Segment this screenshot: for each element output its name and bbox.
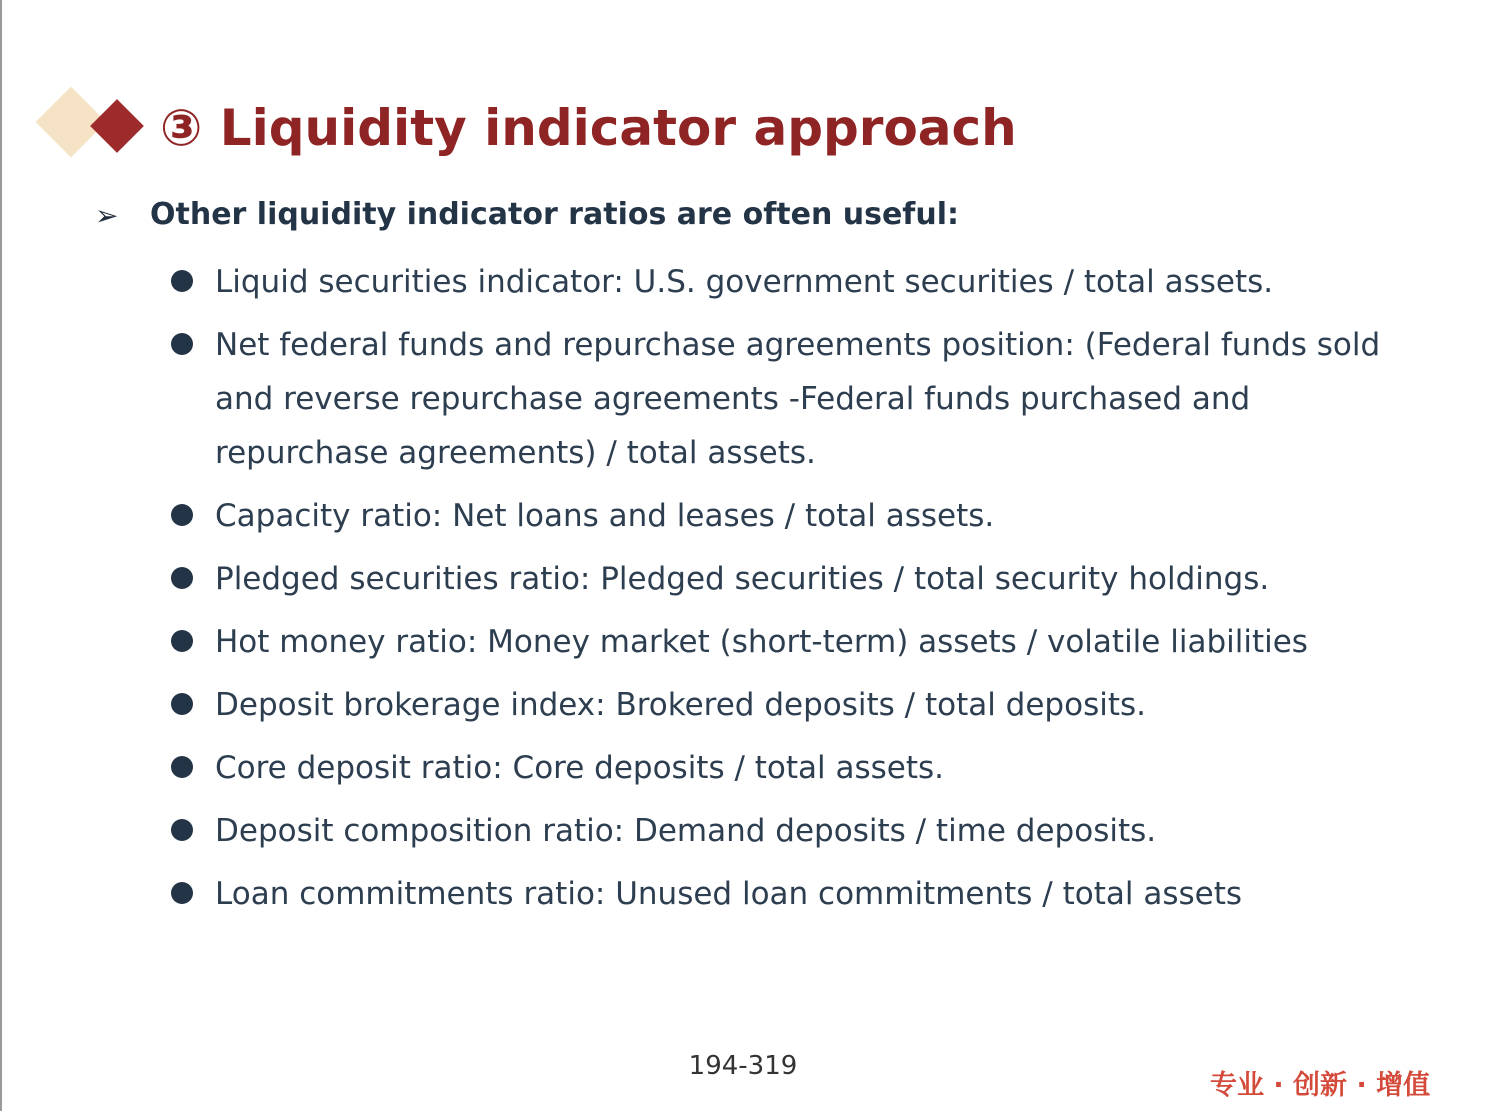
list-item-text: Deposit composition ratio: Demand deposits / time deposits. (215, 813, 1157, 849)
bullet-dot-icon (171, 882, 193, 904)
list-item (170, 741, 1410, 795)
list-item-text: Liquid securities indicator: U.S. government securities / total assets. (215, 264, 1274, 300)
bullet-dot-icon (171, 819, 193, 841)
bullet-dot-icon (171, 333, 193, 355)
list-item (170, 615, 1410, 669)
bullet-dot-icon (171, 567, 193, 589)
list-item-text: Loan commitments ratio: Unused loan commitments / total assets (215, 876, 1242, 912)
list-item (170, 867, 1410, 921)
bullet-dot-icon (171, 693, 193, 715)
bullet-dot-icon (171, 630, 193, 652)
page-number: 194-319 (688, 1051, 798, 1081)
list-item-text: Capacity ratio: Net loans and leases / total assets. (215, 498, 995, 534)
list-item (170, 489, 1410, 543)
lead-text: Other liquidity indicator ratios are often useful: (150, 197, 959, 232)
list-item (170, 255, 1410, 309)
lead-line (95, 192, 1395, 240)
list-item-text: Core deposit ratio: Core deposits / total assets. (215, 750, 945, 786)
list-item-text: Hot money ratio: Money market (short-term) assets / volatile liabilities (215, 624, 1308, 660)
list-item-text: Deposit brokerage index: Brokered deposits / total deposits. (215, 687, 1146, 723)
list-item (170, 678, 1410, 732)
diamond-dark-icon (90, 99, 144, 153)
ratio-list (170, 255, 1410, 930)
title-row (40, 88, 1440, 168)
list-item-text: Net federal funds and repurchase agreements position: (Federal funds sold and reverse repurchase agreements -Federal funds purchased and repurchase agreements) / total assets. (215, 327, 1381, 471)
list-item (170, 318, 1410, 480)
slogan-text: 专业 · 创新 · 增值 (1210, 1070, 1431, 1101)
bullet-dot-icon (171, 270, 193, 292)
list-item (170, 552, 1410, 606)
bullet-dot-icon (171, 756, 193, 778)
slide-left-border (0, 0, 2, 1111)
arrow-right-icon: ➢ (95, 199, 119, 232)
bullet-dot-icon (171, 504, 193, 526)
page-title: ③ Liquidity indicator approach (160, 99, 1017, 157)
list-item (170, 804, 1410, 858)
list-item-text: Pledged securities ratio: Pledged securities / total security holdings. (215, 561, 1270, 597)
